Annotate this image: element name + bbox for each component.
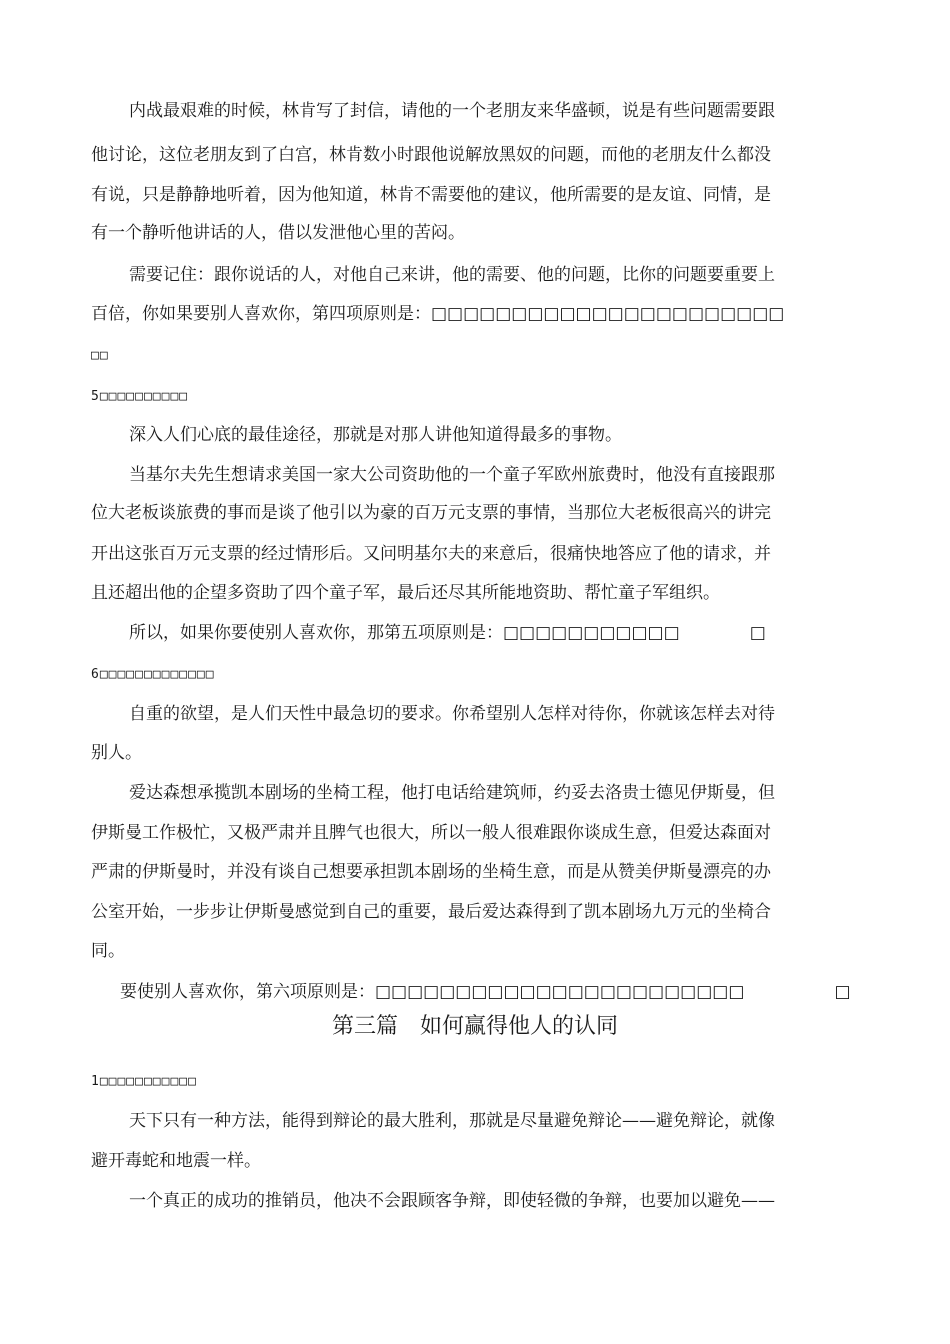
chapter-title: 第三篇 如何赢得他人的认同 (331, 1014, 618, 1039)
principle-tail: □ (749, 623, 766, 643)
paragraph-line: 天下只有一种方法，能得到辩论的最大胜利，那就是尽量避免辩论——避免辩论，就像 (129, 1111, 775, 1131)
paragraph-line: 自重的欲望，是人们天性中最急切的要求。你希望别人怎样对待你，你就该怎样去对待 (129, 704, 775, 724)
paragraph-line: 深入人们心底的最佳途径，那就是对那人讲他知道得最多的事物。 (129, 425, 622, 445)
paragraph-line (120, 981, 851, 1003)
paragraph-line: 百倍，你如果要别人喜欢你，第四项原则是：□□□□□□□□□□□□□□□□□□□□□□ (91, 304, 785, 324)
paragraph-line: 需要记住：跟你说话的人，对他自己来讲，他的需要、他的问题，比你的问题要重要上 (129, 265, 775, 285)
paragraph-line: 爱达森想承揽凯本剧场的坐椅工程，他打电话给建筑师，约妥去洛贵士德见伊斯曼，但 (129, 783, 775, 803)
paragraph-line: 别人。 (91, 743, 142, 763)
paragraph-line: □□ (91, 348, 109, 363)
paragraph-line: 内战最艰难的时候，林肯写了封信，请他的一个老朋友来华盛顿，说是有些问题需要跟 (129, 101, 775, 121)
paragraph-line: 当基尔夫先生想请求美国一家大公司资助他的一个童子军欧州旅费时，他没有直接跟那 (129, 465, 775, 485)
paragraph-line: 伊斯曼工作极忙，又极严肃并且脾气也很大，所以一般人很难跟你谈成生意，但爱达森面对 (91, 823, 771, 843)
principle-text: 所以，如果你要使别人喜欢你，那第五项原则是：□□□□□□□□□□□ (129, 623, 680, 643)
paragraph-line: 位大老板谈旅费的事而是谈了他引以为豪的百万元支票的事情，当那位大老板很高兴的讲完 (91, 503, 771, 523)
paragraph-line: 严肃的伊斯曼时，并没有谈自己想要承担凯本剧场的坐椅生意，而是从赞美伊斯曼漂亮的办 (91, 862, 771, 882)
paragraph-line: 有说，只是静静地听着，因为他知道，林肯不需要他的建议，他所需要的是友谊、同情，是 (91, 185, 771, 205)
principle-text: 要使别人喜欢你，第六项原则是：□□□□□□□□□□□□□□□□□□□□□□□ (120, 982, 745, 1002)
paragraph-line: 同。 (91, 941, 125, 961)
paragraph-line: 有一个静听他讲话的人，借以发泄他心里的苦闷。 (91, 223, 465, 243)
paragraph-line: 且还超出他的企望多资助了四个童子军，最后还尽其所能地资助、帮忙童子军组织。 (91, 583, 720, 603)
paragraph-line: 避开毒蛇和地震一样。 (91, 1151, 261, 1171)
paragraph-line: 公室开始，一步步让伊斯曼感觉到自己的重要，最后爱达森得到了凯本剧场九万元的坐椅合 (91, 902, 771, 922)
section-heading: 6□□□□□□□□□□□□□ (91, 667, 215, 682)
paragraph-line: 一个真正的成功的推销员，他决不会跟顾客争辩，即使轻微的争辩，也要加以避免—— (129, 1191, 775, 1211)
principle-tail: □ (834, 982, 851, 1002)
section-heading: 5□□□□□□□□□□ (91, 389, 189, 404)
paragraph-line: 开出这张百万元支票的经过情形后。又问明基尔夫的来意后，很痛快地答应了他的请求，并 (91, 544, 771, 564)
paragraph-line (129, 622, 766, 644)
section-heading: 1□□□□□□□□□□□ (91, 1074, 197, 1089)
paragraph-line: 他讨论，这位老朋友到了白宫，林肯数小时跟他说解放黑奴的问题，而他的老朋友什么都没 (91, 145, 771, 165)
